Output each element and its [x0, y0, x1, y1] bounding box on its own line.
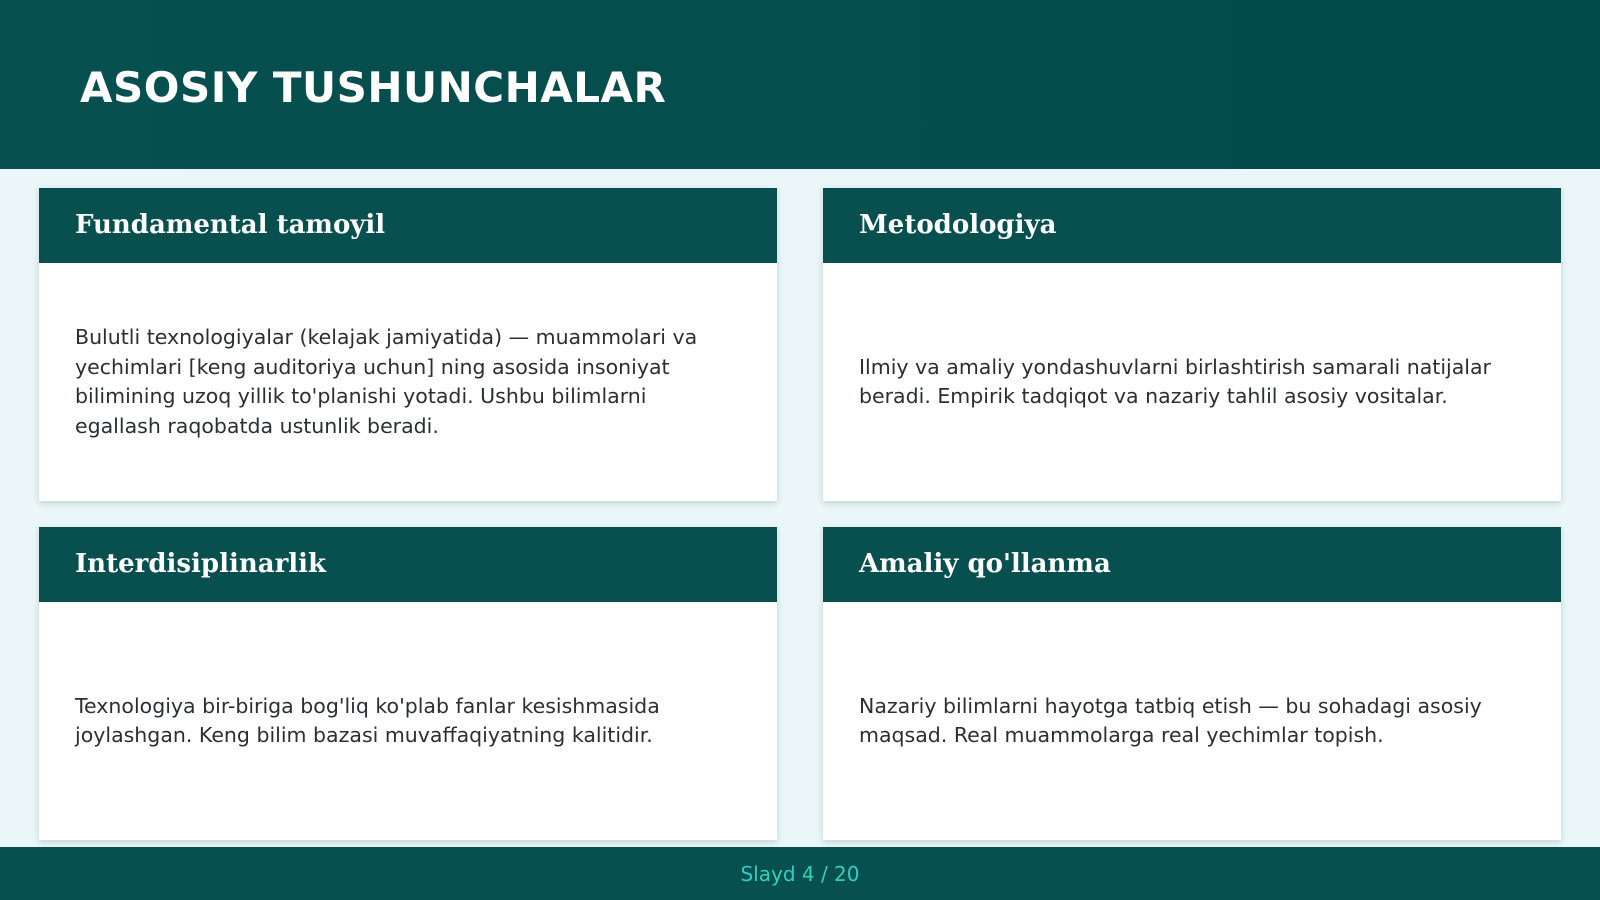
card-title: Amaliy qo'llanma	[859, 549, 1111, 579]
card-body	[75, 263, 735, 501]
slide-counter: Slayd 4 / 20	[740, 861, 860, 886]
card-text: Ilmiy va amaliy yondashuvlarni birlashtirish samarali natijalar beradi. Empirik tadqiqot va nazariy tahlil asosiy vositalar.	[859, 354, 1491, 408]
card-title: Interdisiplinarlik	[75, 549, 327, 579]
card-header	[39, 527, 777, 602]
slide-footer	[0, 847, 1600, 900]
card-title: Fundamental tamoyil	[75, 210, 386, 240]
card-body	[859, 602, 1519, 840]
card-body	[75, 602, 735, 840]
card-text: Texnologiya bir-biriga bog'liq ko'plab fanlar kesishmasida joylashgan. Keng bilim bazasi muvaffaqiyatning kalitidir.	[75, 693, 660, 747]
card-header	[823, 527, 1561, 602]
slide-title: ASOSIY TUSHUNCHALAR	[80, 63, 667, 112]
card-fundamental-tamoyil	[39, 188, 777, 501]
slide-header	[0, 0, 1600, 169]
card-title: Metodologiya	[859, 210, 1057, 240]
card-body	[859, 263, 1519, 501]
card-amaliy-qollanma	[823, 527, 1561, 840]
card-metodologiya	[823, 188, 1561, 501]
card-header	[823, 188, 1561, 263]
card-text: Nazariy bilimlarni hayotga tatbiq etish — bu sohadagi asosiy maqsad. Real muammolarga real yechimlar topish.	[859, 693, 1482, 747]
card-interdisiplinarlik	[39, 527, 777, 840]
card-text: Bulutli texnologiyalar (kelajak jamiyatida) — muammolari va yechimlari [keng auditoriya uchun] ning asosida insoniyat bilimining uzoq yillik to'planishi yotadi. Ushbu bilimlarni egallash raqobatda ustunlik beradi.	[75, 325, 698, 438]
card-header	[39, 188, 777, 263]
